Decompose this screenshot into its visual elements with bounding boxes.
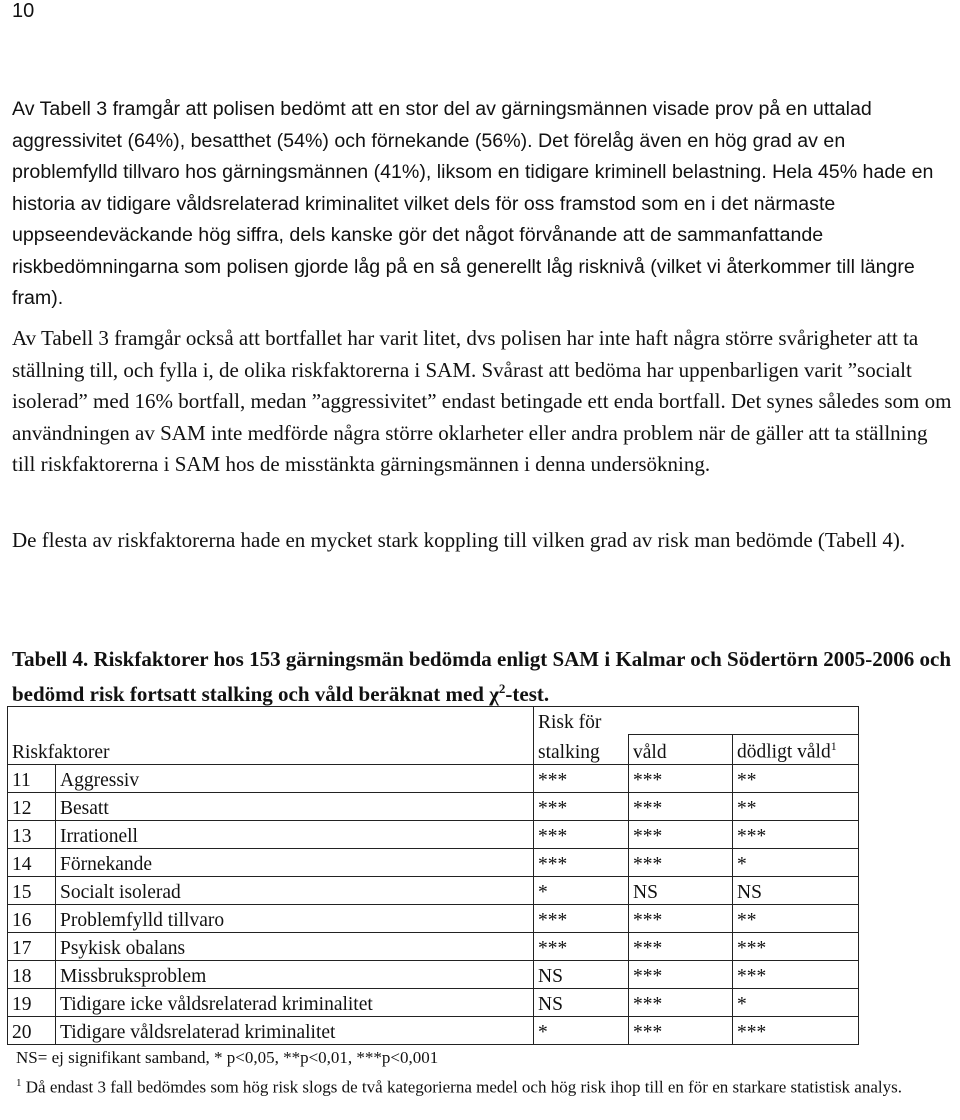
- row-dodligt: ***: [733, 932, 859, 960]
- row-factor: Irrationell: [56, 820, 534, 848]
- header-vald: våld: [629, 735, 733, 765]
- row-vald: ***: [629, 1016, 733, 1044]
- header-risk-for: Risk för: [534, 707, 859, 735]
- row-stalking: ***: [534, 820, 629, 848]
- footnote-marker: 1: [16, 1077, 22, 1089]
- row-stalking: NS: [534, 988, 629, 1016]
- row-vald: ***: [629, 848, 733, 876]
- table-caption: [12, 644, 957, 709]
- row-stalking: NS: [534, 960, 629, 988]
- row-vald: NS: [629, 876, 733, 904]
- row-number: 19: [8, 988, 56, 1016]
- row-factor: Missbruksproblem: [56, 960, 534, 988]
- row-stalking: ***: [534, 904, 629, 932]
- row-number: 14: [8, 848, 56, 876]
- paragraph-aggressivity: Av Tabell 3 framgår att polisen bedömt att en stor del av gärningsmännen visade prov på en uttalad aggressivitet (64%), besatthet (54%) och förnekande (56%). Det förelåg även en hög grad av en problemfylld tillvaro hos gärningsmännen (41%), liksom en tidigare kriminell belastning. Hela 45% hade en historia av tidigare våldsrelaterad kriminalitet vilket dels för oss framstod som en i det närmaste uppseendeväckande hög siffra, dels kanske gör det något förvånande att de sammanfattande riskbedömningarna som polisen gjorde låg på en så generellt låg risknivå (vilket vi återkommer till längre fram).: [12, 98, 934, 309]
- table-row: [8, 1016, 859, 1044]
- header-dodligt-text: dödligt våld: [737, 741, 831, 763]
- row-dodligt: ***: [733, 1016, 859, 1044]
- footnote-text: Då endast 3 fall bedömdes som hög risk slogs de två kategorierna medel och hög risk ihop till en för en starkare statistisk analys.: [21, 1077, 902, 1097]
- row-stalking: ***: [534, 792, 629, 820]
- row-dodligt: NS: [733, 876, 859, 904]
- table-row: [8, 820, 859, 848]
- table-row: [8, 764, 859, 792]
- row-factor: Tidigare våldsrelaterad kriminalitet: [56, 1016, 534, 1044]
- row-dodligt: **: [733, 764, 859, 792]
- row-number: 11: [8, 764, 56, 792]
- row-factor: Tidigare icke våldsrelaterad kriminalitet: [56, 988, 534, 1016]
- table-row: [8, 960, 859, 988]
- row-vald: ***: [629, 820, 733, 848]
- table-row: [8, 988, 859, 1016]
- table-header-row-2: [8, 735, 859, 765]
- table-row: [8, 876, 859, 904]
- page-number: 10: [12, 0, 35, 22]
- row-stalking: *: [534, 1016, 629, 1044]
- header-riskfaktorer: Riskfaktorer: [8, 735, 534, 765]
- caption-tail: -test.: [505, 682, 550, 706]
- row-factor: Problemfylld tillvaro: [56, 904, 534, 932]
- table-row: [8, 932, 859, 960]
- row-dodligt: ***: [733, 820, 859, 848]
- table-row: [8, 792, 859, 820]
- row-number: 12: [8, 792, 56, 820]
- row-stalking: ***: [534, 932, 629, 960]
- row-factor: Socialt isolerad: [56, 876, 534, 904]
- footnote: [16, 1073, 956, 1098]
- row-stalking: ***: [534, 848, 629, 876]
- significance-note: NS= ej signifikant samband, * p<0,05, **p<0,01, ***p<0,001: [16, 1048, 439, 1067]
- row-dodligt: **: [733, 904, 859, 932]
- header-dodligt-sup: 1: [830, 739, 837, 753]
- row-number: 15: [8, 876, 56, 904]
- row-stalking: ***: [534, 764, 629, 792]
- row-factor: Aggressiv: [56, 764, 534, 792]
- table-header-row-1: [8, 707, 859, 735]
- row-dodligt: *: [733, 848, 859, 876]
- header-dodligt-vald: [733, 735, 859, 765]
- row-number: 16: [8, 904, 56, 932]
- header-blank-cell: [8, 707, 534, 735]
- row-vald: ***: [629, 904, 733, 932]
- table-row: [8, 904, 859, 932]
- header-stalking: stalking: [534, 735, 629, 765]
- risk-factor-table: [7, 706, 859, 1045]
- row-stalking: *: [534, 876, 629, 904]
- row-dodligt: *: [733, 988, 859, 1016]
- row-dodligt: ***: [733, 960, 859, 988]
- table-row: [8, 848, 859, 876]
- row-vald: ***: [629, 792, 733, 820]
- caption-sup: 2: [498, 681, 506, 696]
- row-vald: ***: [629, 960, 733, 988]
- row-vald: ***: [629, 932, 733, 960]
- row-number: 18: [8, 960, 56, 988]
- caption-text: Tabell 4. Riskfaktorer hos 153 gärningsmän bedömda enligt SAM i Kalmar och Södertörn 2005-2006 och bedömd risk fortsatt stalking och våld beräknat med χ: [12, 647, 952, 706]
- row-vald: ***: [629, 988, 733, 1016]
- row-number: 17: [8, 932, 56, 960]
- row-dodligt: **: [733, 792, 859, 820]
- row-number: 20: [8, 1016, 56, 1044]
- row-factor: Besatt: [56, 792, 534, 820]
- row-number: 13: [8, 820, 56, 848]
- paragraph-risk-link: De flesta av riskfaktorerna hade en mycket stark koppling till vilken grad av risk man bedömde (Tabell 4).: [12, 528, 906, 552]
- paragraph-dropout: Av Tabell 3 framgår också att bortfallet har varit litet, dvs polisen har inte haft några större svårigheter att ta ställning till, och fylla i, de olika riskfaktorerna i SAM. Svårast att bedöma har uppenbarligen varit ”socialt isolerad” med 16% bortfall, medan ”aggressivitet” endast betingade ett enda bortfall. Det synes således som om användningen av SAM inte medförde några större oklarheter eller andra problem när de gäller att ta ställning till riskfaktorerna i SAM hos de misstänkta gärningsmännen i denna undersökning.: [12, 326, 952, 476]
- row-factor: Förnekande: [56, 848, 534, 876]
- row-factor: Psykisk obalans: [56, 932, 534, 960]
- row-vald: ***: [629, 764, 733, 792]
